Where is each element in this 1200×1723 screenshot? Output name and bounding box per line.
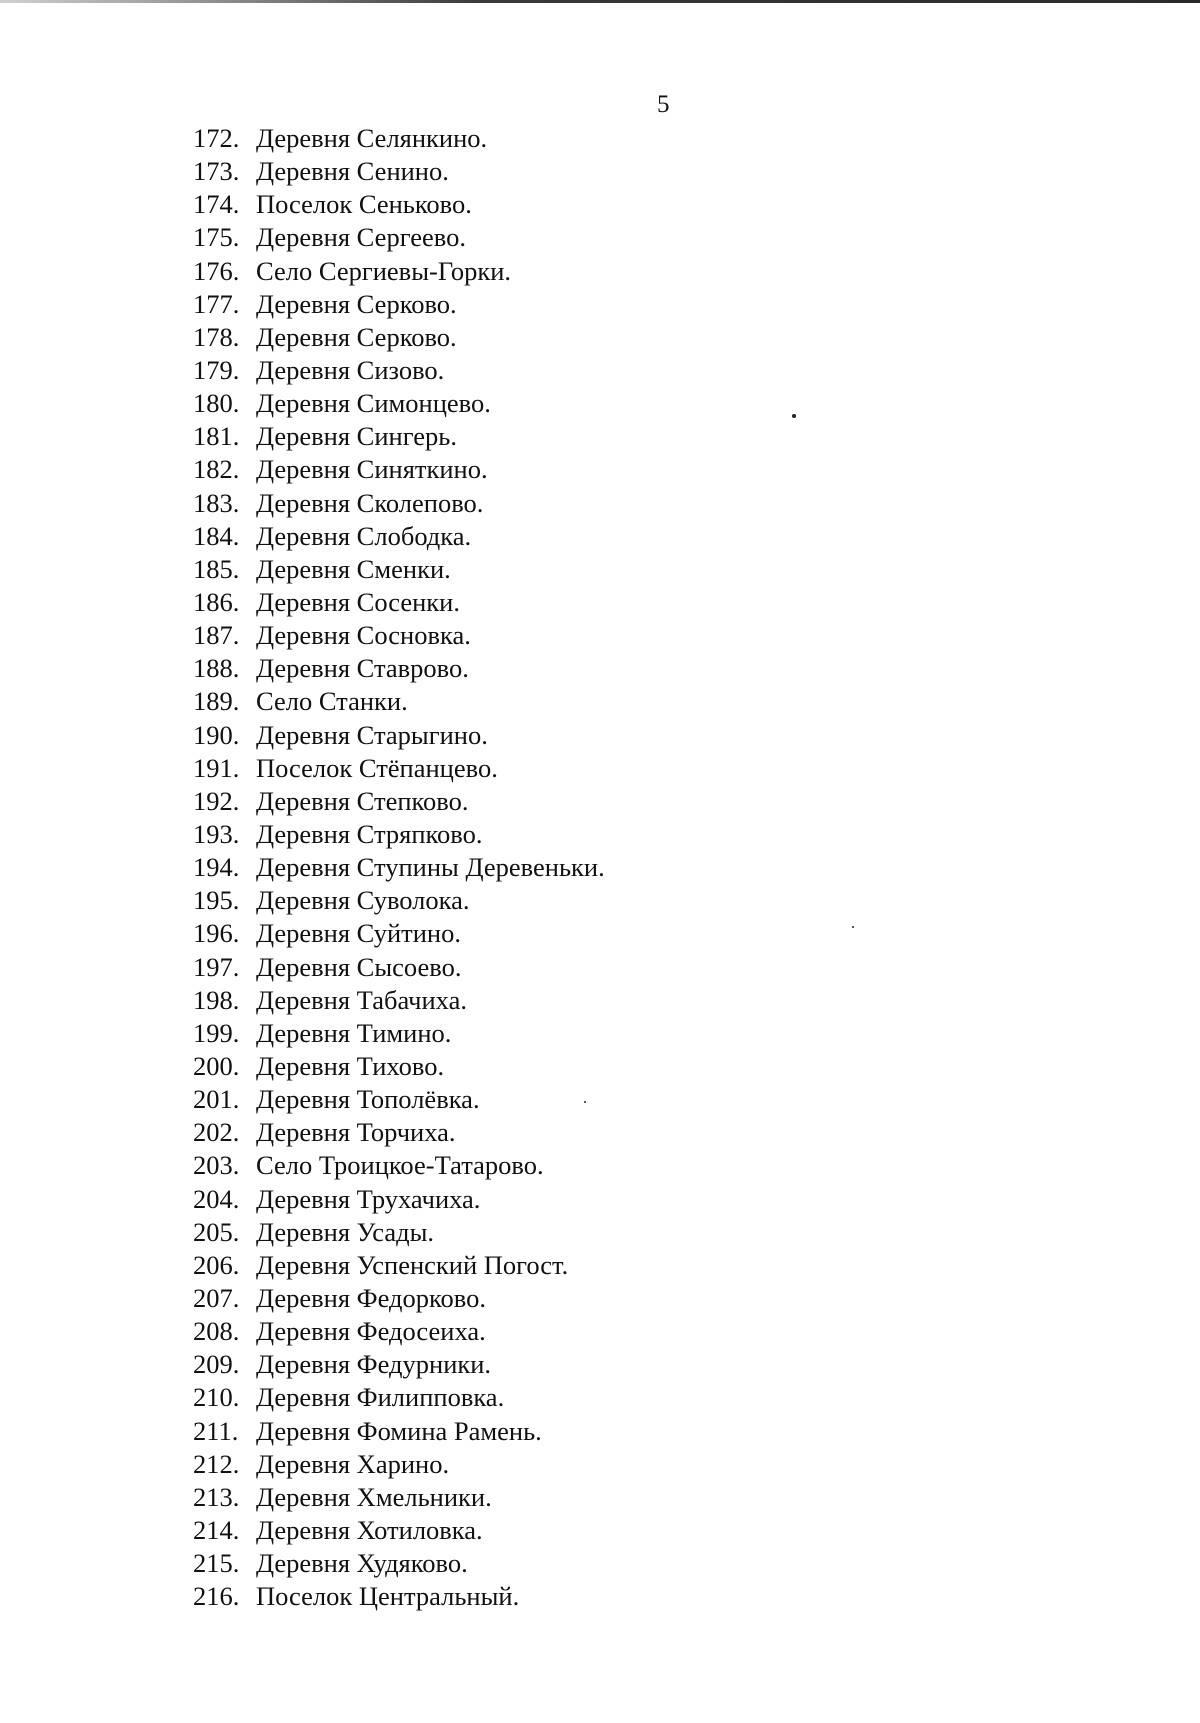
entry-text: Деревня Федорково. xyxy=(256,1282,486,1313)
list-item xyxy=(193,619,605,652)
entry-number: 195. xyxy=(193,885,240,916)
entry-number: 193. xyxy=(193,819,240,850)
list-item xyxy=(193,1017,605,1050)
entry-number: 187. xyxy=(193,620,240,651)
entry-number: 180. xyxy=(193,388,240,419)
list-item xyxy=(193,520,605,553)
list-item xyxy=(193,1381,605,1414)
entry-number: 207. xyxy=(193,1282,240,1313)
scan-speck xyxy=(584,1101,586,1103)
entry-number: 173. xyxy=(193,156,240,187)
entry-number: 182. xyxy=(193,454,240,485)
entry-text: Деревня Торчиха. xyxy=(256,1117,456,1148)
entry-number: 204. xyxy=(193,1183,240,1214)
entry-number: 179. xyxy=(193,355,240,386)
list-item xyxy=(193,917,605,950)
entry-text: Деревня Сингерь. xyxy=(256,421,457,452)
entry-number: 208. xyxy=(193,1316,240,1347)
entry-text: Село Станки. xyxy=(256,686,408,717)
list-item xyxy=(193,818,605,851)
entry-text: Деревня Слободка. xyxy=(256,520,472,551)
list-item xyxy=(193,884,605,917)
entry-number: 192. xyxy=(193,785,240,816)
list-item xyxy=(193,1149,605,1182)
entry-text: Деревня Худяково. xyxy=(256,1548,468,1579)
list-item xyxy=(193,984,605,1017)
entry-text: Деревня Табачиха. xyxy=(256,984,467,1015)
list-item xyxy=(193,1580,605,1613)
entry-number: 172. xyxy=(193,123,240,154)
entry-number: 214. xyxy=(193,1514,240,1545)
entry-number: 177. xyxy=(193,288,240,319)
entry-number: 202. xyxy=(193,1117,240,1148)
list-item xyxy=(193,1481,605,1514)
list-item xyxy=(193,155,605,188)
entry-number: 197. xyxy=(193,951,240,982)
entry-text: Поселок Стёпанцево. xyxy=(256,752,498,783)
list-item xyxy=(193,321,605,354)
entry-text: Деревня Серково. xyxy=(256,288,457,319)
entry-text: Деревня Ступины Деревеньки. xyxy=(256,852,605,883)
entry-number: 201. xyxy=(193,1084,240,1115)
entry-text: Деревня Сменки. xyxy=(256,553,451,584)
scan-speck xyxy=(852,926,854,928)
entry-number: 198. xyxy=(193,984,240,1015)
entry-text: Деревня Сколепово. xyxy=(256,487,484,518)
entry-number: 199. xyxy=(193,1017,240,1048)
entry-number: 210. xyxy=(193,1382,240,1413)
list-item xyxy=(193,387,605,420)
entry-text: Деревня Стряпково. xyxy=(256,819,483,850)
list-item xyxy=(193,1547,605,1580)
entry-number: 178. xyxy=(193,321,240,352)
list-item xyxy=(193,1116,605,1149)
list-item xyxy=(193,1216,605,1249)
entry-number: 212. xyxy=(193,1448,240,1479)
entry-text: Деревня Хотиловка. xyxy=(256,1514,483,1545)
entry-text: Деревня Ставрово. xyxy=(256,653,469,684)
entry-text: Деревня Степково. xyxy=(256,785,469,816)
list-item xyxy=(193,1083,605,1116)
list-item xyxy=(193,652,605,685)
entry-number: 181. xyxy=(193,421,240,452)
entry-text: Деревня Сосновка. xyxy=(256,620,471,651)
list-item xyxy=(193,586,605,619)
entry-number: 189. xyxy=(193,686,240,717)
list-item xyxy=(193,1348,605,1381)
list-item xyxy=(193,951,605,984)
list-item xyxy=(193,122,605,155)
entry-number: 188. xyxy=(193,653,240,684)
entry-text: Деревня Симонцево. xyxy=(256,388,491,419)
entry-number: 176. xyxy=(193,255,240,286)
list-item xyxy=(193,719,605,752)
entry-text: Поселок Сеньково. xyxy=(256,189,472,220)
entry-number: 196. xyxy=(193,918,240,949)
list-item xyxy=(193,255,605,288)
entry-text: Деревня Сосенки. xyxy=(256,587,460,618)
entry-number: 211. xyxy=(193,1415,239,1446)
entry-number: 205. xyxy=(193,1216,240,1247)
entry-text: Деревня Суволока. xyxy=(256,885,470,916)
entry-text: Деревня Серково. xyxy=(256,321,457,352)
list-item xyxy=(193,1183,605,1216)
list-item xyxy=(193,1514,605,1547)
entry-text: Деревня Тихово. xyxy=(256,1051,445,1081)
settlement-list xyxy=(193,122,605,1613)
entry-number: 185. xyxy=(193,553,240,584)
entry-number: 215. xyxy=(193,1548,240,1579)
entry-text: Деревня Суйтино. xyxy=(256,918,461,949)
entry-text: Деревня Сизово. xyxy=(256,355,445,386)
entry-text: Деревня Хмельники. xyxy=(256,1481,492,1512)
entry-number: 190. xyxy=(193,719,240,750)
entry-number: 213. xyxy=(193,1481,240,1512)
list-item xyxy=(193,553,605,586)
list-item xyxy=(193,288,605,321)
list-item xyxy=(193,752,605,785)
entry-number: 206. xyxy=(193,1249,240,1280)
entry-number: 209. xyxy=(193,1349,240,1380)
entry-number: 216. xyxy=(193,1581,240,1612)
entry-text: Деревня Тимино. xyxy=(256,1017,452,1048)
entry-text: Село Сергиевы-Горки. xyxy=(256,255,511,286)
entry-number: 203. xyxy=(193,1150,240,1181)
entry-number: 186. xyxy=(193,587,240,618)
entry-number: 175. xyxy=(193,222,240,253)
entry-number: 174. xyxy=(193,189,240,220)
entry-number: 183. xyxy=(193,487,240,518)
list-item xyxy=(193,453,605,486)
entry-text: Деревня Федурники. xyxy=(256,1349,492,1380)
list-item xyxy=(193,1282,605,1315)
entry-text: Деревня Сергеево. xyxy=(256,222,466,253)
page-top-edge xyxy=(0,0,1200,3)
entry-text: Деревня Синяткино. xyxy=(256,454,488,485)
entry-text: Деревня Сенино. xyxy=(256,156,449,187)
list-item xyxy=(193,1249,605,1282)
entry-text: Деревня Фомина Рамень. xyxy=(256,1415,542,1446)
entry-text: Деревня Трухачиха. xyxy=(256,1183,481,1214)
list-item xyxy=(193,685,605,718)
list-item xyxy=(193,188,605,221)
entry-text: Село Троицкое-Татарово. xyxy=(256,1150,544,1181)
scan-speck xyxy=(792,414,796,418)
entry-text: Деревня Федосеиха. xyxy=(256,1316,486,1347)
entry-text: Деревня Филипповка. xyxy=(256,1382,505,1413)
entry-text: Деревня Тополёвка. xyxy=(256,1084,480,1115)
list-item xyxy=(193,1414,605,1447)
list-item xyxy=(193,785,605,818)
entry-text: Деревня Успенский Погост. xyxy=(256,1249,569,1280)
list-item xyxy=(193,354,605,387)
entry-number: 194. xyxy=(193,852,240,883)
list-item xyxy=(193,487,605,520)
entry-text: Деревня Старыгино. xyxy=(256,719,488,750)
list-item xyxy=(193,851,605,884)
entry-text: Поселок Центральный. xyxy=(256,1581,520,1612)
list-item xyxy=(193,1448,605,1481)
list-item xyxy=(193,1315,605,1348)
entry-text: Деревня Селянкино. xyxy=(256,123,488,154)
entry-text: Деревня Усады. xyxy=(256,1216,435,1247)
entry-text: Деревня Сысоево. xyxy=(256,951,462,982)
page-number: 5 xyxy=(657,91,670,118)
list-item xyxy=(193,420,605,453)
list-item xyxy=(193,221,605,254)
list-item xyxy=(193,1050,605,1083)
entry-number: 184. xyxy=(193,520,240,551)
entry-number: 200. xyxy=(193,1051,240,1081)
entry-text: Деревня Харино. xyxy=(256,1448,450,1479)
entry-number: 191. xyxy=(193,752,240,783)
